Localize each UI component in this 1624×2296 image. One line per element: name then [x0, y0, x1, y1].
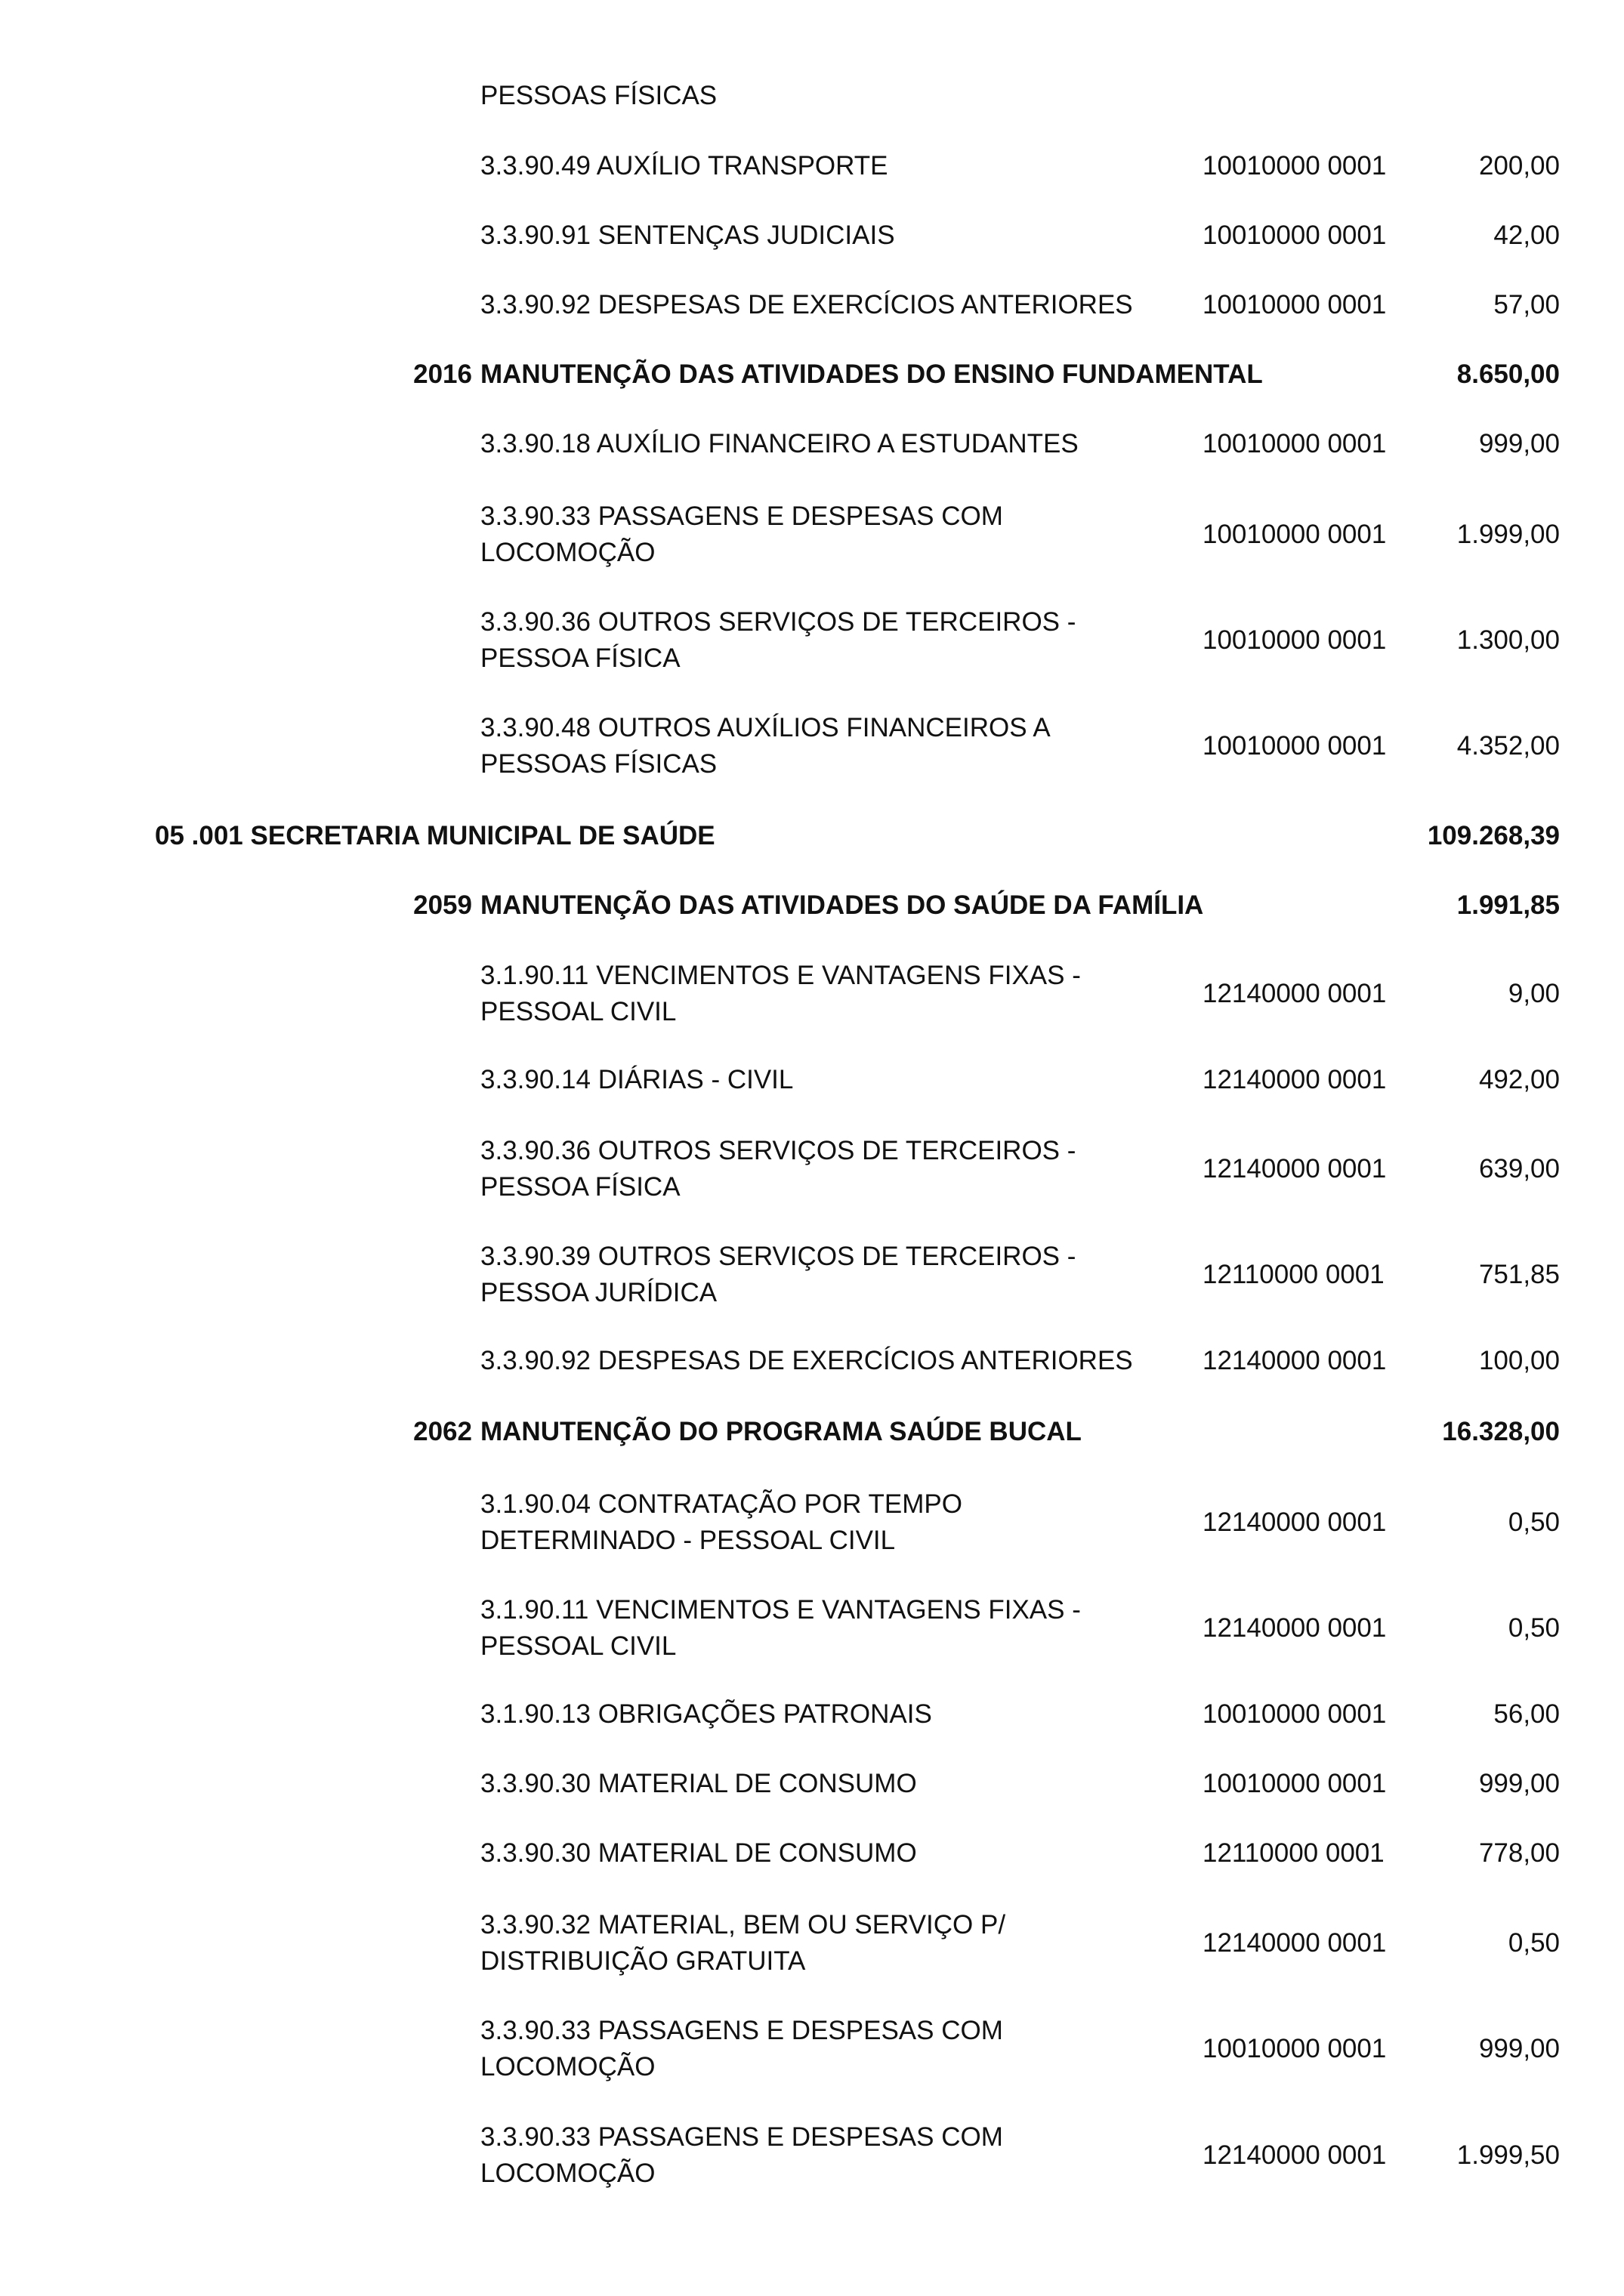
item-amount: 100,00 — [1478, 1346, 1560, 1375]
item-source-code: 12140000 0001 — [1203, 1346, 1387, 1375]
item-source-code: 10010000 0001 — [1203, 731, 1387, 761]
item-description: 3.3.90.91 SENTENÇAS JUDICIAIS — [480, 221, 895, 250]
item-description: 3.3.90.48 OUTROS AUXÍLIOS FINANCEIROS A PESSOAS FÍSICAS — [480, 713, 1051, 779]
item-source-code: 12140000 0001 — [1203, 1613, 1387, 1643]
organ-total: 109.268,39 — [1427, 821, 1560, 850]
item-amount: 999,00 — [1478, 1769, 1560, 1798]
item-amount: 0,50 — [1508, 1508, 1560, 1537]
item-description: 3.3.90.92 DESPESAS DE EXERCÍCIOS ANTERIORES — [480, 290, 1133, 319]
item-description: 3.3.90.33 PASSAGENS E DESPESAS COM LOCOMOÇÃO — [480, 501, 1003, 567]
action-code: 2016 — [413, 360, 472, 389]
action-total: 1.991,85 — [1456, 890, 1560, 920]
item-source-code: 10010000 0001 — [1203, 520, 1387, 549]
item-amount: 200,00 — [1478, 151, 1560, 181]
item-amount: 42,00 — [1493, 221, 1560, 250]
item-source-code: 12140000 0001 — [1203, 1065, 1387, 1094]
item-source-code: 12140000 0001 — [1203, 979, 1387, 1008]
item-description: 3.3.90.36 OUTROS SERVIÇOS DE TERCEIROS - PESSOA FÍSICA — [480, 607, 1076, 673]
item-amount: 999,00 — [1478, 429, 1560, 458]
item-description: 3.3.90.32 MATERIAL, BEM OU SERVIÇO P/ DISTRIBUIÇÃO GRATUITA — [480, 1910, 1006, 1976]
item-amount: 0,50 — [1508, 1928, 1560, 1958]
action-code: 2062 — [413, 1417, 472, 1446]
item-source-code: 12110000 0001 — [1203, 1838, 1385, 1868]
item-amount: 56,00 — [1493, 1699, 1560, 1729]
item-description: 3.3.90.49 AUXÍLIO TRANSPORTE — [480, 151, 888, 181]
item-description: 3.3.90.14 DIÁRIAS - CIVIL — [480, 1065, 794, 1094]
item-source-code: 10010000 0001 — [1203, 1769, 1387, 1798]
item-amount: 1.300,00 — [1456, 625, 1560, 655]
item-amount: 9,00 — [1508, 979, 1560, 1008]
action-total: 8.650,00 — [1456, 360, 1560, 389]
item-description: 3.1.90.13 OBRIGAÇÕES PATRONAIS — [480, 1699, 932, 1729]
item-description: 3.3.90.30 MATERIAL DE CONSUMO — [480, 1838, 917, 1868]
action-title: MANUTENÇÃO DAS ATIVIDADES DO ENSINO FUNDAMENTAL — [480, 360, 1263, 389]
item-source-code: 12140000 0001 — [1203, 1154, 1387, 1183]
item-amount: 999,00 — [1478, 2034, 1560, 2063]
item-amount: 639,00 — [1478, 1154, 1560, 1183]
item-source-code: 10010000 0001 — [1203, 429, 1387, 458]
item-description: 3.3.90.30 MATERIAL DE CONSUMO — [480, 1769, 917, 1798]
item-amount: 4.352,00 — [1456, 731, 1560, 761]
item-source-code: 10010000 0001 — [1203, 221, 1387, 250]
action-title: MANUTENÇÃO DAS ATIVIDADES DO SAÚDE DA FAMÍLIA — [480, 890, 1204, 920]
action-total: 16.328,00 — [1442, 1417, 1560, 1446]
item-amount: 778,00 — [1478, 1838, 1560, 1868]
item-amount: 1.999,50 — [1456, 2140, 1560, 2170]
item-source-code: 10010000 0001 — [1203, 1699, 1387, 1729]
item-description: 3.3.90.33 PASSAGENS E DESPESAS COM LOCOMOÇÃO — [480, 2016, 1003, 2082]
item-amount: 751,85 — [1478, 1260, 1560, 1289]
organ-title: 05 .001 SECRETARIA MUNICIPAL DE SAÚDE — [155, 821, 715, 850]
item-source-code: 12140000 0001 — [1203, 2140, 1387, 2170]
item-description: 3.3.90.18 AUXÍLIO FINANCEIRO A ESTUDANTES — [480, 429, 1079, 458]
action-title: MANUTENÇÃO DO PROGRAMA SAÚDE BUCAL — [480, 1417, 1082, 1446]
item-source-code: 12140000 0001 — [1203, 1928, 1387, 1958]
item-amount: 492,00 — [1478, 1065, 1560, 1094]
item-description: 3.1.90.11 VENCIMENTOS E VANTAGENS FIXAS - PESSOAL CIVIL — [480, 961, 1081, 1026]
item-source-code: 10010000 0001 — [1203, 2034, 1387, 2063]
item-description: 3.1.90.04 CONTRATAÇÃO POR TEMPO DETERMINADO - PESSOAL CIVIL — [480, 1489, 962, 1555]
item-description: PESSOAS FÍSICAS — [480, 81, 718, 110]
item-source-code: 10010000 0001 — [1203, 625, 1387, 655]
action-code: 2059 — [413, 890, 472, 920]
item-description: 3.3.90.33 PASSAGENS E DESPESAS COM LOCOMOÇÃO — [480, 2122, 1003, 2188]
item-description: 3.1.90.11 VENCIMENTOS E VANTAGENS FIXAS - PESSOAL CIVIL — [480, 1595, 1081, 1661]
item-amount: 57,00 — [1493, 290, 1560, 319]
item-description: 3.3.90.36 OUTROS SERVIÇOS DE TERCEIROS - PESSOA FÍSICA — [480, 1136, 1076, 1202]
item-source-code: 12140000 0001 — [1203, 1508, 1387, 1537]
item-amount: 1.999,00 — [1456, 520, 1560, 549]
item-description: 3.3.90.39 OUTROS SERVIÇOS DE TERCEIROS - PESSOA JURÍDICA — [480, 1242, 1076, 1307]
item-amount: 0,50 — [1508, 1613, 1560, 1643]
item-source-code: 10010000 0001 — [1203, 151, 1387, 181]
item-source-code: 10010000 0001 — [1203, 290, 1387, 319]
item-source-code: 12110000 0001 — [1203, 1260, 1385, 1289]
item-description: 3.3.90.92 DESPESAS DE EXERCÍCIOS ANTERIORES — [480, 1346, 1133, 1375]
